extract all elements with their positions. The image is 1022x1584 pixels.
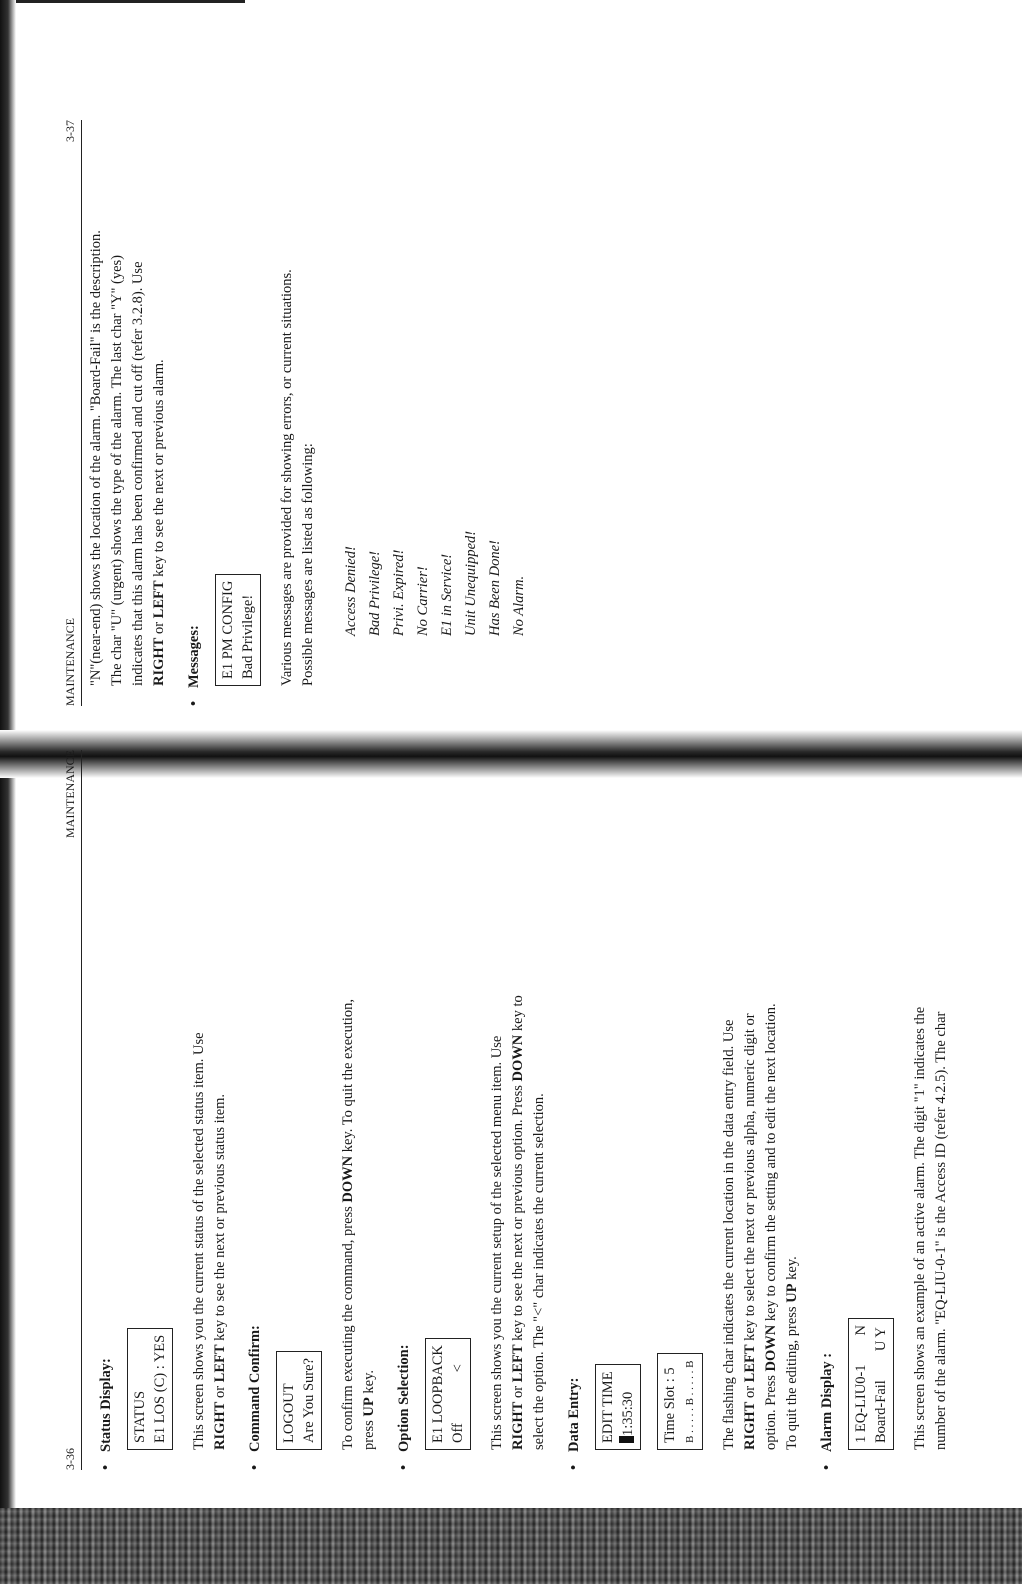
list-item: No Alarm. bbox=[511, 575, 527, 636]
lcd-screen-time-slot: Time Slot : 5 B . . . . . B . . . . . B bbox=[657, 1353, 703, 1450]
lcd-screen-alarm: 1 EQ-LIU0-1 N Board-Fail U Y bbox=[848, 1318, 894, 1450]
message-list bbox=[339, 120, 531, 636]
section-heading-data-entry: •Data Entry: bbox=[566, 1377, 582, 1470]
page-header bbox=[62, 750, 82, 1470]
section-heading-messages: •Messages: bbox=[186, 625, 202, 706]
section-title: MAINTENANCE bbox=[63, 618, 77, 706]
page-header bbox=[62, 120, 82, 706]
scan-left-shadow bbox=[0, 0, 16, 1584]
lcd-screen-edit-time: EDIT TIME 1:35:30 bbox=[595, 1364, 641, 1450]
status-display-description: This screen shows you the current status of the selected status item. Use RIGHT or LEFT key to see the next or previous status item. bbox=[191, 1032, 228, 1450]
lcd-screen-loopback: E1 LOOPBACK Off < bbox=[425, 1338, 471, 1450]
list-item: Access Denied! bbox=[343, 546, 359, 636]
list-item: No Carrier! bbox=[415, 566, 431, 636]
page-number: 3-36 bbox=[63, 1448, 77, 1470]
list-item: Bad Privilege! bbox=[367, 551, 383, 636]
option-selection-description: This screen shows you the current setup of the selected menu item. Use RIGHT or LEFT key to see the next or previous option. Press DOWN key to select the option. The "<" char indicates the current selection. bbox=[489, 995, 547, 1450]
page-3-36 bbox=[62, 750, 1022, 1470]
alarm-display-description: This screen shows an example of an active alarm. The digit "1" indicates the number of the alarm. "EQ-LIU-0-1" is the Access ID (refer 4.2.5). The char bbox=[912, 1006, 949, 1450]
section-heading-alarm-display: •Alarm Display : bbox=[819, 1352, 835, 1470]
scan-edge-line bbox=[0, 0, 245, 3]
flashing-cursor-icon bbox=[619, 1436, 634, 1443]
page-3-37 bbox=[62, 120, 1022, 706]
list-item: Unit Unequipped! bbox=[463, 530, 479, 636]
lcd-screen-messages: E1 PM CONFIG Bad Privilege! bbox=[215, 574, 261, 686]
section-heading-command-confirm: •Command Confirm: bbox=[247, 1325, 263, 1470]
messages-description: Various messages are provided for showing errors, or current situations. Possible messages are listed as following: bbox=[279, 269, 316, 686]
data-entry-description: The flashing char indicates the current location in the data entry field. Use RIGHT or LEFT key to select the next or previous alpha, numeric digit or option. Press DOWN key to confirm the setting and to edit the next location. To quit the editing, press UP key. bbox=[721, 1003, 800, 1450]
list-item: E1 in Service! bbox=[439, 553, 455, 636]
list-item: Privi. Expired! bbox=[391, 549, 407, 636]
section-heading-option-selection: •Option Selection: bbox=[396, 1344, 412, 1470]
list-item: Has Been Done! bbox=[487, 540, 503, 636]
command-confirm-description: To confirm executing the command, press DOWN key. To quit the execution, press UP key. bbox=[340, 998, 377, 1450]
section-heading-status-display: •Status Display: bbox=[98, 1358, 114, 1470]
alarm-explanation: "N"(near-end) shows the location of the alarm. "Board-Fail" is the description. The char "U" (urgent) shows the type of the alarm. The last char "Y" (yes) indicates that this alarm has been confirmed and cut off (refer 3.2.8). Use RIGHT or LEFT key to see the next or previous alarm. bbox=[88, 230, 167, 686]
page-number: 3-37 bbox=[63, 120, 77, 142]
lcd-screen-logout: LOGOUT Are You Sure? bbox=[276, 1351, 322, 1450]
lcd-screen-status: STATUS E1 LOS (C) : YES bbox=[127, 1328, 173, 1450]
section-title: MAINTENANCE bbox=[63, 750, 77, 838]
